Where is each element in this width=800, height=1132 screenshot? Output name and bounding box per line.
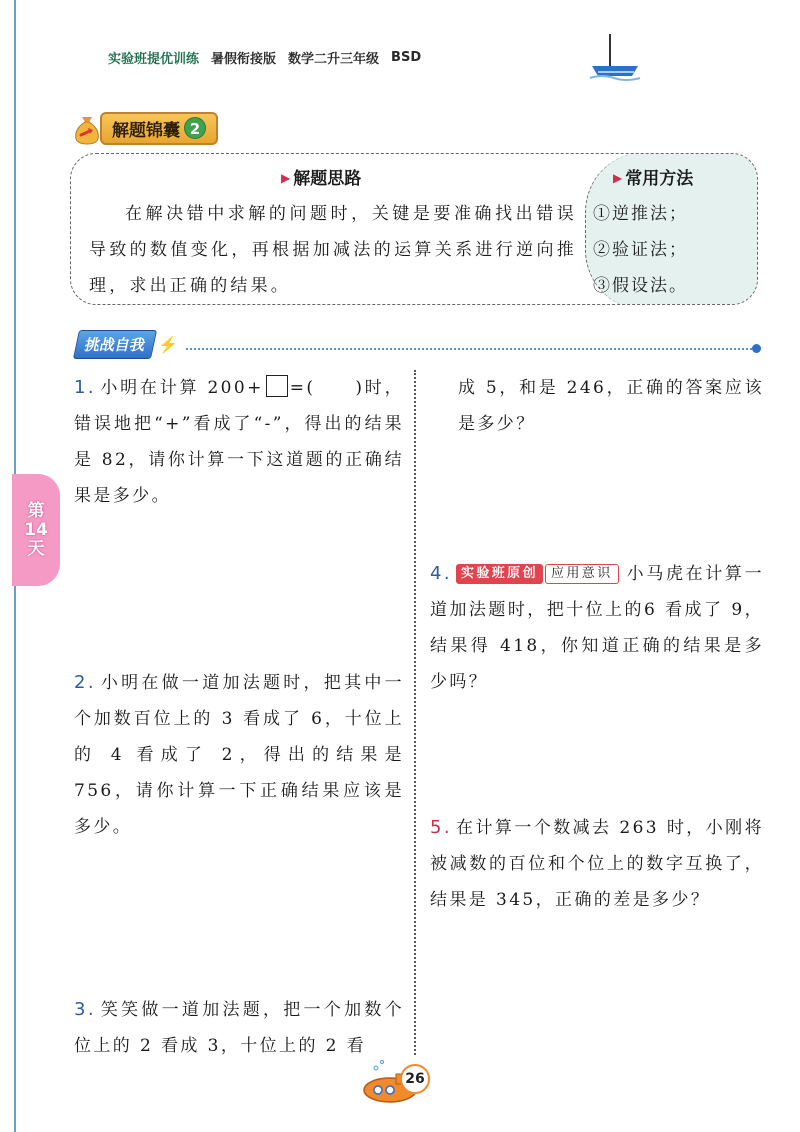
problem-1-number: 1. <box>74 377 96 398</box>
method-item: ②验证法； <box>593 240 688 260</box>
page-number: 26 <box>400 1064 430 1094</box>
problem-5-number: 5. <box>430 817 452 838</box>
thinking-title <box>281 164 361 189</box>
problem-2 <box>74 665 404 845</box>
tips-banner-label <box>100 112 218 145</box>
tips-banner-number: 2 <box>184 117 206 139</box>
problem-3 <box>74 992 404 1064</box>
problem-3-number: 3. <box>74 999 96 1020</box>
problem-4-number: 4. <box>430 563 452 584</box>
problem-3-continued: 成 5，和是 246，正确的答案应该是多少？ <box>458 378 764 434</box>
day-tab-line2: 14 <box>24 519 48 540</box>
day-tab-line3: 天 <box>27 538 45 559</box>
method-item: ①逆推法； <box>593 204 688 224</box>
header-subject: 数学二升三年级 <box>288 52 380 67</box>
day-tab <box>12 474 60 586</box>
header-edition: 暑假衔接版 <box>211 52 277 67</box>
boat-icon <box>588 30 642 82</box>
tips-banner <box>70 111 218 145</box>
challenge-label: 挑战自我 <box>73 330 157 359</box>
application-badge: 应用意识 <box>545 564 619 584</box>
method-item: ③假设法。 <box>593 276 688 296</box>
problem-5-text: 在计算一个数减去 263 时，小刚将被减数的百位和个位上的数字互换了，结果是 345，正确的差是多少？ <box>430 818 764 910</box>
problem-4-text: 小马虎在计算一道加法题时，把十位上的6 看成了 9，结果得 418，你知道正确的结果是多少吗？ <box>430 564 764 692</box>
tips-banner-title: 解题锦囊 <box>112 120 180 141</box>
column-divider <box>414 370 416 1055</box>
problem-4 <box>430 556 764 700</box>
day-tab-line1: 第 <box>27 500 45 521</box>
thinking-title-text: 解题思路 <box>293 169 362 189</box>
section-divider-dot <box>752 344 761 353</box>
methods-title <box>613 164 693 189</box>
header-series: 实验班提优训练 <box>108 52 200 67</box>
methods-title-text: 常用方法 <box>625 169 694 189</box>
problem-5 <box>430 810 764 918</box>
triangle-icon: ▶ <box>281 171 291 185</box>
answer-box <box>266 375 288 397</box>
section-divider <box>186 348 752 350</box>
header-publisher: BSD <box>391 50 422 65</box>
problem-2-number: 2. <box>74 672 96 693</box>
problem-1-text-b: =( )时，错误地把“+”看成了“-”，得出的结果是 82，请你计算一下这道题的正确结果是多少。 <box>74 378 404 506</box>
strategy-box <box>70 153 758 305</box>
original-badge: 实验班原创 <box>456 564 543 584</box>
problem-1-text-a: 小明在计算 200+ <box>99 378 264 398</box>
problem-3-text: 笑笑做一道加法题，把一个加数个位上的 2 看成 3，十位上的 2 看 <box>74 1000 404 1056</box>
methods-list <box>593 196 688 304</box>
problem-1 <box>74 370 404 514</box>
lightning-icon: ⚡ <box>158 335 178 354</box>
page-header <box>108 48 421 67</box>
challenge-banner <box>76 330 178 359</box>
triangle-icon: ▶ <box>613 171 623 185</box>
money-bag-icon <box>70 111 104 145</box>
problem-2-text: 小明在做一道加法题时，把其中一个加数百位上的 3 看成了 6，十位上的 4 看成了 2，得出的结果是 756，请你计算一下正确结果应该是多少。 <box>74 673 404 837</box>
thinking-text: 在解决错中求解的问题时，关键是要准确找出错误导致的数值变化，再根据加减法的运算关系进行逆向推理，求出正确的结果。 <box>89 204 577 296</box>
